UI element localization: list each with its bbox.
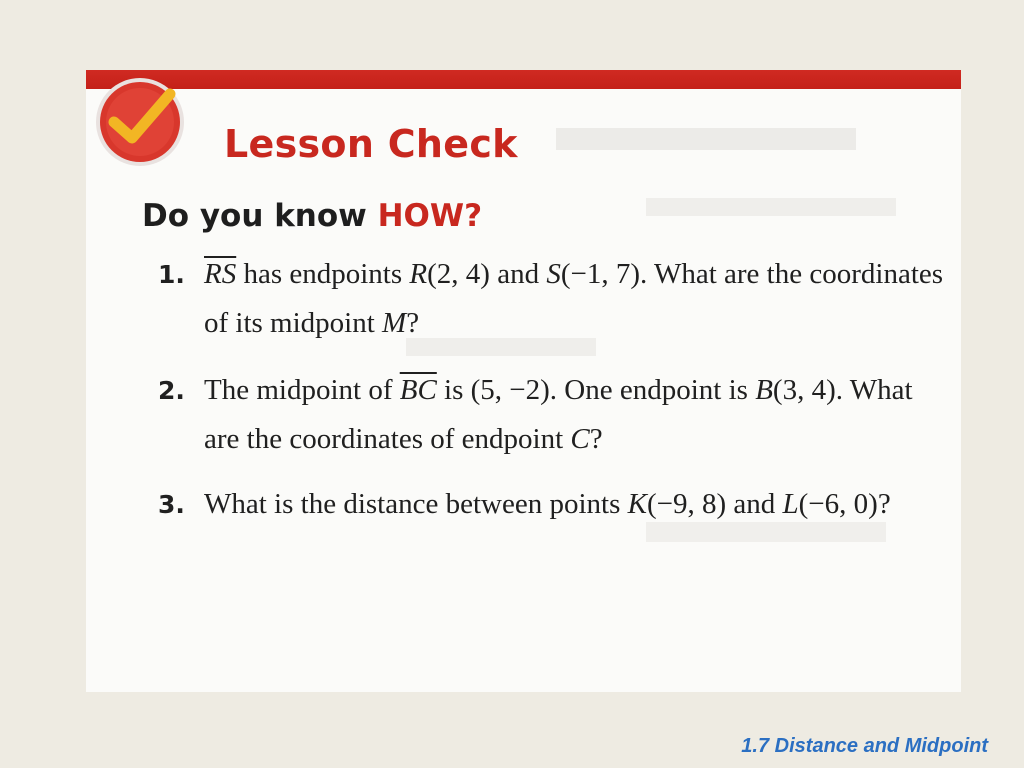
point-label: L <box>782 488 799 520</box>
point-label: B <box>755 374 773 406</box>
subheading-lead: Do you know <box>142 198 378 234</box>
exercise-text <box>204 366 948 464</box>
exercise-3 <box>158 480 948 529</box>
exercise-text <box>204 250 948 348</box>
coordinates: (−9, 8) <box>646 488 727 520</box>
text-run: . What are the coordinates of its midpoint <box>204 258 944 339</box>
exercise-number: 2. <box>158 376 185 405</box>
textbook-scan <box>86 70 961 692</box>
lesson-check-heading: Lesson Check <box>224 122 518 166</box>
exercise-number: 1. <box>158 260 185 289</box>
text-run: ? <box>406 307 420 339</box>
do-you-know-how-heading <box>142 198 482 234</box>
text-run: . What are the coordinates of endpoint <box>204 374 913 455</box>
text-run: The midpoint of <box>204 374 400 406</box>
check-mark-icon <box>94 76 186 168</box>
coordinates: (2, 4) <box>427 258 490 290</box>
point-label: R <box>409 258 428 290</box>
slide-footer: 1.7 Distance and Midpoint <box>741 735 988 757</box>
top-red-bar <box>86 70 961 89</box>
text-run: has endpoints <box>236 258 410 290</box>
text-run: ? <box>589 423 603 455</box>
show-through-mark <box>646 198 896 216</box>
exercise-2 <box>158 366 948 464</box>
coordinates: (3, 4) <box>772 374 836 406</box>
show-through-mark <box>556 128 856 150</box>
point-label: S <box>546 258 561 290</box>
point-label: K <box>627 488 647 520</box>
segment-label: $\overline{RS}$ <box>204 258 237 290</box>
subheading-accent: HOW? <box>377 198 483 234</box>
text-run: and <box>489 258 547 290</box>
exercise-number: 3. <box>158 490 185 519</box>
exercise-text <box>204 480 948 529</box>
coordinates: (−6, 0) <box>798 488 878 520</box>
text-run: What is the distance between points <box>204 488 628 520</box>
point-label: C <box>570 423 590 455</box>
segment-label: $\overline{BC}$ <box>399 374 437 406</box>
text-run: is (5, −2). One endpoint is <box>436 374 756 406</box>
text-run: and <box>726 488 783 520</box>
point-label: M <box>382 307 407 339</box>
coordinates: (−1, 7) <box>560 258 640 290</box>
text-run: ? <box>877 488 891 520</box>
exercise-1 <box>158 250 948 348</box>
